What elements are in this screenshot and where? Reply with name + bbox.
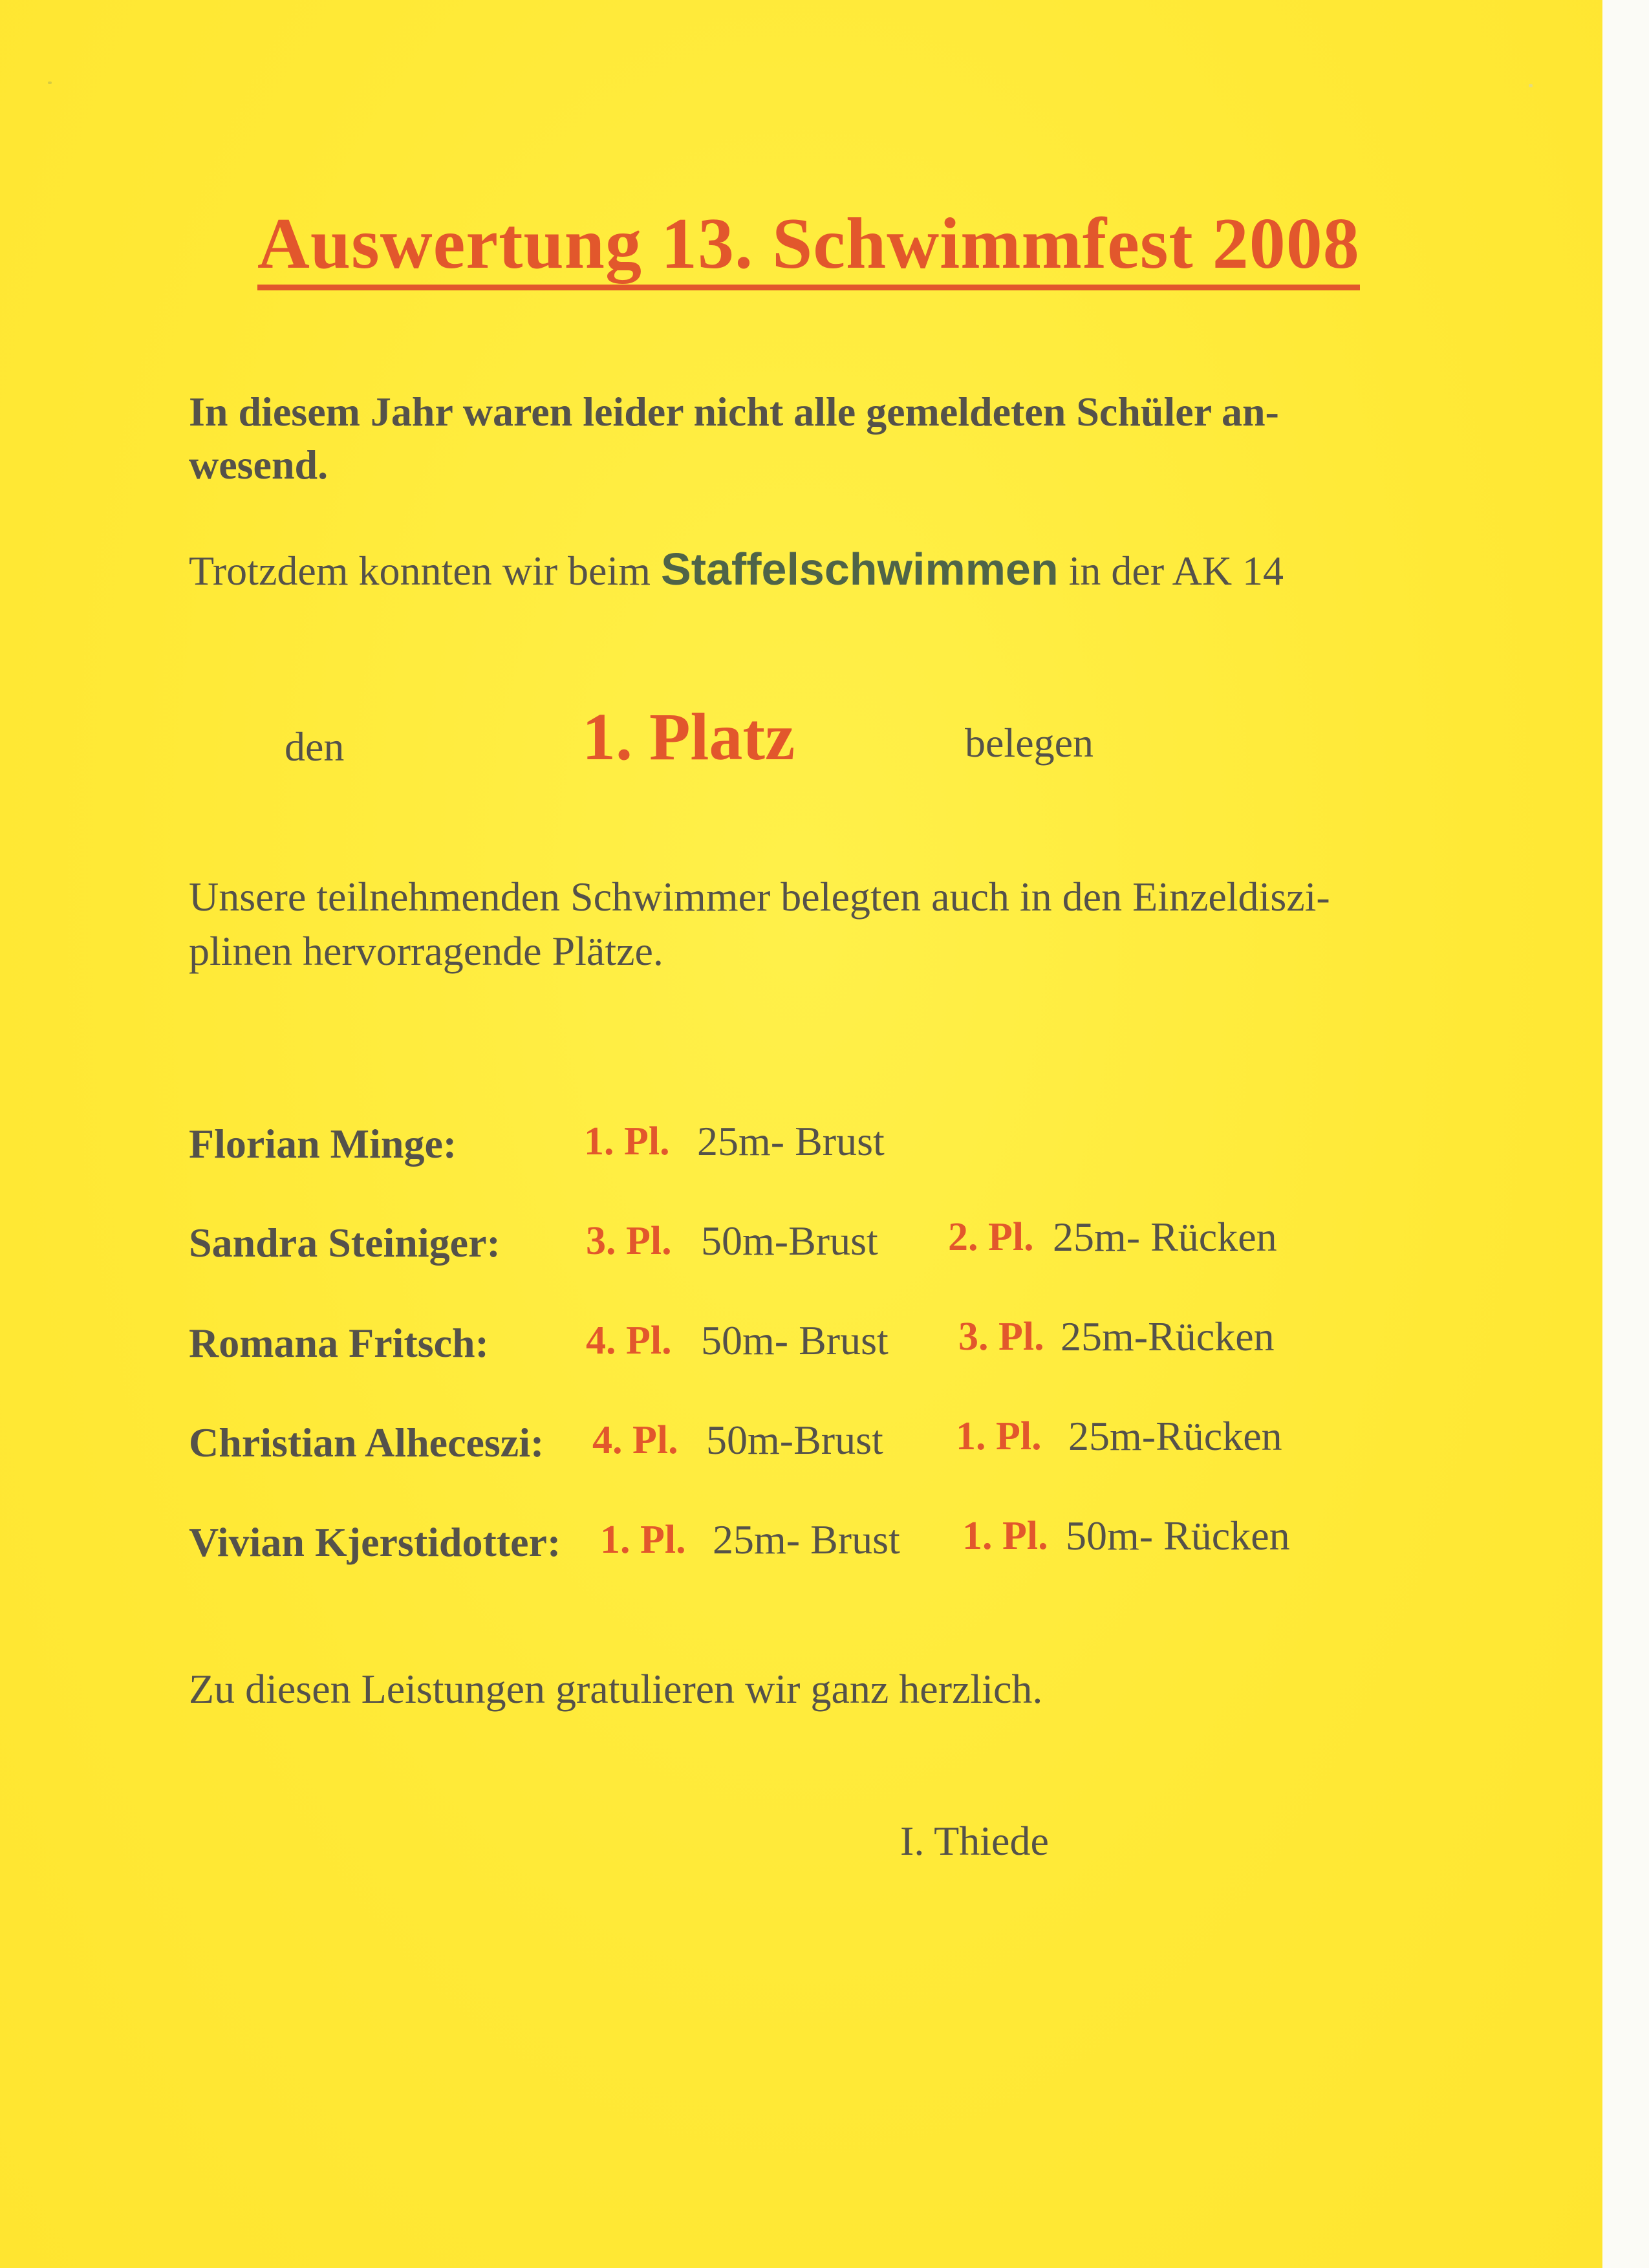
swimmer-name: Christian Alheceszi:	[189, 1420, 544, 1465]
document-title: Auswertung 13. Schwimmfest 2008	[257, 206, 1360, 290]
result-discipline: 50m-Brust	[706, 1417, 883, 1463]
individual-intro	[189, 870, 1482, 978]
relay-text-before: Trotzdem konnten wir beim	[189, 548, 661, 594]
signature: I. Thiede	[900, 1818, 1049, 1864]
result-place: 4. Pl.	[586, 1319, 672, 1363]
result-discipline: 25m- Brust	[713, 1517, 900, 1562]
result-discipline: 25m-Rücken	[1061, 1313, 1275, 1359]
result-place: 3. Pl.	[586, 1219, 672, 1263]
result-discipline: 25m-Rücken	[1068, 1413, 1282, 1459]
result-place: 3. Pl.	[958, 1315, 1044, 1359]
relay-event-name: Staffelschwimmen	[661, 544, 1059, 594]
result-place: 1. Pl.	[600, 1518, 686, 1562]
paper-speck	[48, 81, 52, 84]
scan-margin	[1602, 0, 1649, 2268]
paper-speck	[1529, 84, 1533, 87]
closing-sentence: Zu diesen Leistungen gratulieren wir ganz herzlich.	[189, 1666, 1043, 1712]
result-discipline: 25m- Brust	[697, 1118, 885, 1164]
individual-intro-line-1: Unsere teilnehmenden Schwimmer belegten auch in den Einzeldiszi-	[189, 874, 1330, 920]
swimmer-name: Sandra Steiniger:	[189, 1220, 501, 1266]
swimmer-name: Romana Fritsch:	[189, 1320, 489, 1366]
intro-paragraph	[189, 385, 1353, 491]
result-discipline: 50m- Brust	[701, 1317, 889, 1363]
intro-line-2: wesend.	[189, 442, 329, 488]
result-place: 1. Pl.	[584, 1119, 670, 1163]
result-discipline: 50m- Rücken	[1066, 1513, 1290, 1559]
result-place: 1. Pl.	[956, 1414, 1042, 1458]
swimmer-name: Florian Minge:	[189, 1121, 457, 1167]
result-discipline: 25m- Rücken	[1053, 1214, 1277, 1260]
individual-intro-line-2: plinen hervorragende Plätze.	[189, 928, 663, 974]
result-place: 2. Pl.	[948, 1215, 1034, 1259]
swimmer-name: Vivian Kjerstidotter:	[189, 1519, 561, 1565]
result-place: 4. Pl.	[592, 1418, 678, 1462]
placement-den: den	[285, 724, 345, 770]
relay-sentence	[189, 543, 1284, 597]
placement-place: 1. Platz	[582, 700, 795, 774]
relay-text-after: in der AK 14	[1058, 548, 1284, 594]
result-place: 1. Pl.	[962, 1514, 1048, 1558]
intro-line-1: In diesem Jahr waren leider nicht alle gemeldeten Schüler an-	[189, 389, 1279, 435]
placement-belegen: belegen	[965, 720, 1094, 766]
result-discipline: 50m-Brust	[701, 1218, 878, 1264]
